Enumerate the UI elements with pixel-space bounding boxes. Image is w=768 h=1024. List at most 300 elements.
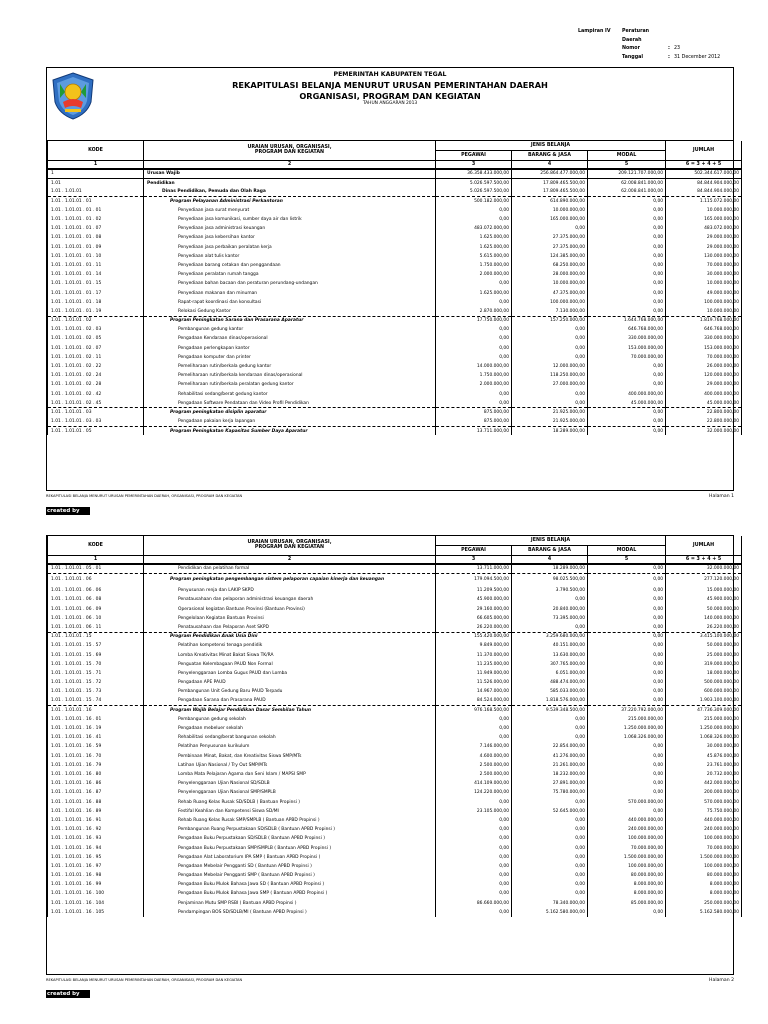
row-barang-jasa: 40.151.000,00 bbox=[512, 641, 588, 650]
row-uraian: Program peningkatan disiplin aparatur bbox=[144, 408, 436, 417]
row-modal: 0,00 bbox=[588, 908, 666, 917]
row-modal: 45.000.000,00 bbox=[588, 399, 666, 408]
row-kode: 1.01 . 1.01.01 . 01 . 07 bbox=[48, 224, 144, 233]
row-barang-jasa: 0,00 bbox=[512, 325, 588, 334]
table-row bbox=[48, 724, 742, 733]
table-row bbox=[48, 564, 742, 573]
table-row bbox=[48, 408, 742, 417]
row-uraian: Rehab Ruang Kelas Rusak SD/SDLB ( Bantuan Propinsi ) bbox=[144, 798, 436, 807]
row-pegawai: 2.000.000,00 bbox=[436, 270, 512, 279]
row-modal: 0,00 bbox=[588, 252, 666, 261]
row-modal: 0,00 bbox=[588, 752, 666, 761]
tanggal-sep: : bbox=[668, 54, 670, 60]
row-pegawai: 7.146.000,00 bbox=[436, 742, 512, 751]
row-jumlah: 250.000.000,00 bbox=[666, 899, 742, 908]
row-barang-jasa: 100.000.000,00 bbox=[512, 298, 588, 307]
row-kode: 1.01 . 1.01.01 . 02 . 24 bbox=[48, 371, 144, 380]
row-pegawai: 2.500.000,00 bbox=[436, 770, 512, 779]
row-uraian: Penjaminan Mutu SMP RSBI ( Bantuan APBD Propinsi ) bbox=[144, 899, 436, 908]
row-barang-jasa: 52.645.000,00 bbox=[512, 807, 588, 816]
row-barang-jasa: 307.765.000,00 bbox=[512, 660, 588, 669]
row-pegawai: 483.072.000,00 bbox=[436, 224, 512, 233]
row-jumlah: 84.844.904.000,00 bbox=[666, 187, 742, 196]
row-uraian: Pengadaan Buku Perpustakaan SMP/SMPLB ( Bantuan APBD Propinsi ) bbox=[144, 843, 436, 852]
table-row bbox=[48, 178, 742, 187]
row-kode: 1 bbox=[48, 169, 144, 178]
row-pegawai: 1.750.000,00 bbox=[436, 371, 512, 380]
row-jumlah: 153.000.000,00 bbox=[666, 344, 742, 353]
row-modal: 0,00 bbox=[588, 288, 666, 297]
row-barang-jasa: 75.780.000,00 bbox=[512, 788, 588, 797]
row-barang-jasa: 0,00 bbox=[512, 871, 588, 880]
row-pegawai: 11.526.000,00 bbox=[436, 678, 512, 687]
row-kode: 1.01 . 1.01.01 . 15 . 70 bbox=[48, 660, 144, 669]
row-uraian: Penyediaan peralatan rumah tangga bbox=[144, 270, 436, 279]
row-kode: 1.01 . 1.01.01 . 01 . 11 bbox=[48, 261, 144, 270]
row-pegawai: 14.967.000,00 bbox=[436, 687, 512, 696]
row-uraian: Penyediaan jasa surat menyurat bbox=[144, 206, 436, 215]
row-kode: 1.01 . 1.01.01 . 01 . 02 bbox=[48, 215, 144, 224]
row-pegawai: 1.750.000,00 bbox=[436, 261, 512, 270]
table-row bbox=[48, 270, 742, 279]
row-barang-jasa: 13.630.000,00 bbox=[512, 651, 588, 660]
row-uraian: Pengadaan pakaian kerja lapangan bbox=[144, 417, 436, 426]
row-kode: 1.01 . 1.01.01 . 15 . 73 bbox=[48, 687, 144, 696]
row-modal: 1.250.000.000,00 bbox=[588, 724, 666, 733]
row-modal: 8.000.000,00 bbox=[588, 889, 666, 898]
row-modal: 215.000.000,00 bbox=[588, 715, 666, 724]
row-uraian: Penyediaan barang cetakan dan penggandaan bbox=[144, 261, 436, 270]
row-kode: 1.01 . 1.01.01 . 16 . 79 bbox=[48, 761, 144, 770]
row-pegawai: 0,00 bbox=[436, 715, 512, 724]
row-jumlah: 400.000.000,00 bbox=[666, 390, 742, 399]
row-barang-jasa: 47.375.000,00 bbox=[512, 288, 588, 297]
table-row bbox=[48, 307, 742, 316]
row-modal: 37.220.792.000,00 bbox=[588, 706, 666, 715]
row-pegawai: 13.711.000,00 bbox=[436, 564, 512, 573]
table-row bbox=[48, 788, 742, 797]
row-barang-jasa: 22.854.000,00 bbox=[512, 742, 588, 751]
table-row bbox=[48, 614, 742, 623]
table-row bbox=[48, 298, 742, 307]
row-pegawai: 11.370.000,00 bbox=[436, 651, 512, 660]
row-modal: 0,00 bbox=[588, 564, 666, 573]
row-modal: 0,00 bbox=[588, 678, 666, 687]
row-kode: 1.01 . 1.01.01 . 16 . 92 bbox=[48, 825, 144, 834]
row-kode: 1.01 . 1.01.01 . 16 . 98 bbox=[48, 871, 144, 880]
row-kode: 1.01 . 1.01.01 . 01 . 09 bbox=[48, 243, 144, 252]
row-barang-jasa: 18.289.000,00 bbox=[512, 564, 588, 573]
row-pegawai: 5.026.597.500,00 bbox=[436, 187, 512, 196]
table-row bbox=[48, 899, 742, 908]
row-barang-jasa: 3.790.500,00 bbox=[512, 586, 588, 595]
row-modal: 0,00 bbox=[588, 614, 666, 623]
row-pegawai: 0,00 bbox=[436, 279, 512, 288]
lampiran-block bbox=[578, 28, 734, 62]
row-pegawai: 26.220.000,00 bbox=[436, 623, 512, 632]
row-pegawai: 4.600.000,00 bbox=[436, 752, 512, 761]
row-uraian: Pendidikan dan pelatihan formal bbox=[144, 564, 436, 573]
row-barang-jasa: 98.025.500,00 bbox=[512, 573, 588, 586]
row-kode: 1.01 . 1.01.01 . 03 bbox=[48, 408, 144, 417]
row-modal: 0,00 bbox=[588, 307, 666, 316]
row-uraian: Pengadaan komputer dan printer bbox=[144, 353, 436, 362]
row-jumlah: 215.000.000,00 bbox=[666, 715, 742, 724]
row-pegawai: 0,00 bbox=[436, 733, 512, 742]
row-barang-jasa: 0,00 bbox=[512, 733, 588, 742]
row-pegawai: 124.220.000,00 bbox=[436, 788, 512, 797]
row-jumlah: 80.000.000,00 bbox=[666, 871, 742, 880]
row-barang-jasa: 124.385.000,00 bbox=[512, 252, 588, 261]
row-pegawai: 0,00 bbox=[436, 880, 512, 889]
row-jumlah: 70.000.000,00 bbox=[666, 261, 742, 270]
row-pegawai: 414.109.000,00 bbox=[436, 779, 512, 788]
row-kode: 1.01 . 1.01.01 . 02 . 03 bbox=[48, 325, 144, 334]
row-pegawai: 875.000,00 bbox=[436, 408, 512, 417]
col-number-3: 3 bbox=[436, 555, 512, 564]
row-modal: 0,00 bbox=[588, 408, 666, 417]
row-uraian: Operasional kegiatan Bantuan Provinsi (Bantuan Provinsi) bbox=[144, 605, 436, 614]
table-row bbox=[48, 641, 742, 650]
table-row bbox=[48, 605, 742, 614]
row-uraian: Pembangunan gedung sekolah bbox=[144, 715, 436, 724]
row-jumlah: 30.000.000,00 bbox=[666, 742, 742, 751]
table-row bbox=[48, 871, 742, 880]
col-number-4: 4 bbox=[512, 555, 588, 564]
row-pegawai: 14.000.000,00 bbox=[436, 362, 512, 371]
row-barang-jasa: 0,00 bbox=[512, 724, 588, 733]
row-modal: 1.500.000.000,00 bbox=[588, 853, 666, 862]
row-uraian: Rehabilitasi sedang/berat bangunan sekolah bbox=[144, 733, 436, 742]
row-pegawai: 0,00 bbox=[436, 215, 512, 224]
row-barang-jasa: 28.000.000,00 bbox=[512, 270, 588, 279]
row-modal: 330.000.000,00 bbox=[588, 334, 666, 343]
table-row bbox=[48, 862, 742, 871]
row-uraian: Program Pelayanan Administrasi Perkantoran bbox=[144, 197, 436, 206]
row-uraian: Penyelenggaraan Lomba Gugus PAUD dan Lomba bbox=[144, 669, 436, 678]
row-modal: 0,00 bbox=[588, 696, 666, 705]
row-jumlah: 22.800.000,00 bbox=[666, 408, 742, 417]
row-kode: 1.01 . 1.01.01 . 01 . 14 bbox=[48, 270, 144, 279]
row-modal: 0,00 bbox=[588, 224, 666, 233]
table-row bbox=[48, 586, 742, 595]
col-uraian: URAIAN URUSAN, ORGANISASI, PROGRAM DAN KEGIATAN bbox=[144, 141, 436, 160]
row-uraian: Pengadaan perlengkapan kantor bbox=[144, 344, 436, 353]
row-uraian: Pengadaan APE PAUD bbox=[144, 678, 436, 687]
row-pegawai: 0,00 bbox=[436, 908, 512, 917]
row-kode: 1.01 . 1.01.01 . 01 . 08 bbox=[48, 233, 144, 242]
row-jumlah: 240.000.000,00 bbox=[666, 825, 742, 834]
row-modal: 70.000.000,00 bbox=[588, 843, 666, 852]
table-row bbox=[48, 380, 742, 389]
col-number-1: 1 bbox=[48, 160, 144, 169]
row-uraian: Penyusunan renja dan LAKIP SKPD bbox=[144, 586, 436, 595]
row-jumlah: 32.000.000,00 bbox=[666, 564, 742, 573]
row-kode: 1.01 . 1.01.01 . 06 bbox=[48, 573, 144, 586]
document-page-1 bbox=[40, 28, 740, 522]
row-modal: 0,00 bbox=[588, 586, 666, 595]
col-number-4: 4 bbox=[512, 160, 588, 169]
row-kode: 1.01 . 1.01.01 . 05 bbox=[48, 426, 144, 435]
lampiran-label: Lampiran IV bbox=[578, 29, 611, 34]
row-modal: 0,00 bbox=[588, 641, 666, 650]
row-uraian: Penatausahaan dan Pelaporan Aset SKPD bbox=[144, 623, 436, 632]
row-modal: 0,00 bbox=[588, 687, 666, 696]
row-jumlah: 22.800.000,00 bbox=[666, 417, 742, 426]
row-pegawai: 0,00 bbox=[436, 334, 512, 343]
row-jumlah: 29.000.000,00 bbox=[666, 380, 742, 389]
row-kode: 1.01 . 1.01.01 . 16 . 105 bbox=[48, 908, 144, 917]
row-modal: 209.121.707.000,00 bbox=[588, 169, 666, 178]
row-jumlah: 646.768.000,00 bbox=[666, 325, 742, 334]
row-barang-jasa: 118.250.000,00 bbox=[512, 371, 588, 380]
row-kode: 1.01 . 1.01.01 . 16 . 104 bbox=[48, 899, 144, 908]
table-row bbox=[48, 678, 742, 687]
row-modal: 0,00 bbox=[588, 261, 666, 270]
table-row bbox=[48, 779, 742, 788]
row-jumlah: 1.903.100.000,00 bbox=[666, 696, 742, 705]
row-kode: 1.01 . 1.01.01 . 03 . 03 bbox=[48, 417, 144, 426]
row-uraian: Program Wajib Belajar Pendidikan Dasar Sembilan Tahun bbox=[144, 706, 436, 715]
row-barang-jasa: 17.809.465.500,00 bbox=[512, 178, 588, 187]
row-jumlah: 8.000.000,00 bbox=[666, 880, 742, 889]
row-barang-jasa: 0,00 bbox=[512, 390, 588, 399]
row-barang-jasa: 1.818.576.000,00 bbox=[512, 696, 588, 705]
row-uraian: Penyediaan jasa perbaikan peralatan kerja bbox=[144, 243, 436, 252]
row-uraian: Pengadaan Buku Perpustakaan SD/SDLB ( Bantuan APBD Propinsi ) bbox=[144, 834, 436, 843]
row-modal: 400.000.000,00 bbox=[588, 390, 666, 399]
col-number-5: 5 bbox=[588, 160, 666, 169]
row-barang-jasa: 0,00 bbox=[512, 623, 588, 632]
row-barang-jasa: 21.925.000,00 bbox=[512, 408, 588, 417]
row-jumlah: 319.000.000,00 bbox=[666, 660, 742, 669]
row-uraian: Penyediaan alat tulis kantor bbox=[144, 252, 436, 261]
row-uraian: Relokasi Gedung Kantor bbox=[144, 307, 436, 316]
row-jumlah: 26.220.000,00 bbox=[666, 623, 742, 632]
row-kode: 1.01 . 1.01.01 . 16 . 95 bbox=[48, 853, 144, 862]
row-kode: 1.01 . 1.01.01 . 15 . 57 bbox=[48, 641, 144, 650]
row-uraian: Rehab Ruang Kelas Rusak SMP/SMPLB ( Bantuan APBD Propinsi ) bbox=[144, 816, 436, 825]
table-row bbox=[48, 752, 742, 761]
row-barang-jasa: 0,00 bbox=[512, 834, 588, 843]
table-row bbox=[48, 288, 742, 297]
row-modal: 0,00 bbox=[588, 362, 666, 371]
row-uraian: Urusan Wajib bbox=[144, 169, 436, 178]
row-jumlah: 70.000.000,00 bbox=[666, 353, 742, 362]
row-barang-jasa: 0,00 bbox=[512, 334, 588, 343]
table-row bbox=[48, 279, 742, 288]
row-jumlah: 23.761.000,00 bbox=[666, 761, 742, 770]
row-kode: 1.01 . 1.01.01 . 16 . 93 bbox=[48, 834, 144, 843]
row-jumlah: 75.750.000,00 bbox=[666, 807, 742, 816]
row-uraian: Pengelolaan Kegiatan Bantuan Provinsi bbox=[144, 614, 436, 623]
row-barang-jasa: 585.033.000,00 bbox=[512, 687, 588, 696]
row-modal: 85.000.000,00 bbox=[588, 899, 666, 908]
row-kode: 1.01 . 1.01.01 . 16 . 88 bbox=[48, 798, 144, 807]
row-pegawai: 0,00 bbox=[436, 843, 512, 852]
row-barang-jasa: 27.891.000,00 bbox=[512, 779, 588, 788]
row-jumlah: 29.000.000,00 bbox=[666, 243, 742, 252]
row-uraian: Pengadaan Mebelair Pengganti SD ( Bantuan APBD Propinsi ) bbox=[144, 862, 436, 871]
row-uraian: Pemeliharaan rutin/berkala peralatan gedung kantor bbox=[144, 380, 436, 389]
row-modal: 570.000.000,00 bbox=[588, 798, 666, 807]
col-jenis-belanja: JENIS BELANJA bbox=[436, 141, 666, 150]
row-kode: 1.01 . 1.01.01 . 15 . 74 bbox=[48, 696, 144, 705]
row-uraian: Program peningkatan pengembangan sistem pelaporan capaian kinerja dan keuangan bbox=[144, 573, 436, 586]
budget-table-2 bbox=[47, 536, 742, 917]
row-kode: 1.01 . 1.01.01 . 15 . 71 bbox=[48, 669, 144, 678]
row-pegawai: 0,00 bbox=[436, 325, 512, 334]
row-pegawai: 500.182.000,00 bbox=[436, 197, 512, 206]
row-pegawai: 2.500.000,00 bbox=[436, 761, 512, 770]
row-modal: 153.000.000,00 bbox=[588, 344, 666, 353]
row-kode: 1.01 . 1.01.01 . 01 . 19 bbox=[48, 307, 144, 316]
row-kode: 1.01 . 1.01.01 . 16 . 91 bbox=[48, 816, 144, 825]
row-barang-jasa: 0,00 bbox=[512, 595, 588, 604]
table-row bbox=[48, 362, 742, 371]
row-pegawai: 45.900.000,00 bbox=[436, 595, 512, 604]
table-row bbox=[48, 243, 742, 252]
row-kode: 1.01 . 1.01.01 . 02 . 28 bbox=[48, 380, 144, 389]
nomor-sep: : bbox=[668, 46, 670, 51]
row-modal: 0,00 bbox=[588, 623, 666, 632]
table-row bbox=[48, 696, 742, 705]
row-kode: 1.01 . 1.01.01 . 15 . 72 bbox=[48, 678, 144, 687]
row-jumlah: 26.000.000,00 bbox=[666, 362, 742, 371]
table-row bbox=[48, 187, 742, 196]
row-uraian: Penyediaan bahan bacaan dan peraturan perundang-undangan bbox=[144, 279, 436, 288]
row-modal: 0,00 bbox=[588, 417, 666, 426]
table-row bbox=[48, 908, 742, 917]
row-barang-jasa: 0,00 bbox=[512, 715, 588, 724]
row-modal: 0,00 bbox=[588, 243, 666, 252]
row-kode: 1.01 . 1.01.01 . 16 . 94 bbox=[48, 843, 144, 852]
col-jenis-belanja: JENIS BELANJA bbox=[436, 536, 666, 545]
row-kode: 1.01 . 1.01.01 . 16 . 97 bbox=[48, 862, 144, 871]
col-number-2: 2 bbox=[144, 555, 436, 564]
table-row bbox=[48, 233, 742, 242]
row-pegawai: 0,00 bbox=[436, 834, 512, 843]
row-barang-jasa: 18.232.000,00 bbox=[512, 770, 588, 779]
row-jumlah: 120.000.000,00 bbox=[666, 371, 742, 380]
table-body-2 bbox=[48, 564, 742, 917]
row-barang-jasa: 10.000.000,00 bbox=[512, 206, 588, 215]
row-kode: 1.01 . 1.01.01 . 16 . 41 bbox=[48, 733, 144, 742]
row-modal: 0,00 bbox=[588, 233, 666, 242]
row-pegawai: 84.524.000,00 bbox=[436, 696, 512, 705]
row-modal: 0,00 bbox=[588, 298, 666, 307]
tanggal-label: Tanggal bbox=[622, 54, 644, 60]
row-barang-jasa: 27.000.000,00 bbox=[512, 380, 588, 389]
row-modal: 0,00 bbox=[588, 573, 666, 586]
col-pegawai: PEGAWAI bbox=[436, 545, 512, 555]
row-jumlah: 600.000.000,00 bbox=[666, 687, 742, 696]
row-kode: 1.01 . 1.01.01 . 06 . 11 bbox=[48, 623, 144, 632]
row-uraian: Latihan Ujian Nasional / Try Out SMP/MTs bbox=[144, 761, 436, 770]
page-footer-2 bbox=[46, 978, 734, 983]
table-row bbox=[48, 261, 742, 270]
table-row bbox=[48, 316, 742, 325]
row-pegawai: 0,00 bbox=[436, 399, 512, 408]
row-pegawai: 5.615.000,00 bbox=[436, 252, 512, 261]
row-uraian: Pemeliharaan rutin/berkala kendaraan dinas/operasional bbox=[144, 371, 436, 380]
row-pegawai: 0,00 bbox=[436, 871, 512, 880]
row-jumlah: 50.000.000,00 bbox=[666, 605, 742, 614]
row-kode: 1.01 . 1.01.01 . 01 . 15 bbox=[48, 279, 144, 288]
row-kode: 1.01 . 1.01.01 bbox=[48, 187, 144, 196]
row-modal: 1.644.768.000,00 bbox=[588, 316, 666, 325]
row-jumlah: 25.000.000,00 bbox=[666, 651, 742, 660]
row-kode: 1.01 . 1.01.01 . 06 . 08 bbox=[48, 595, 144, 604]
row-barang-jasa: 73.395.000,00 bbox=[512, 614, 588, 623]
row-kode: 1.01 . 1.01.01 . 06 . 09 bbox=[48, 605, 144, 614]
row-jumlah: 502.344.617.000,00 bbox=[666, 169, 742, 178]
row-modal: 440.000.000,00 bbox=[588, 816, 666, 825]
header-line-4: TAHUN ANGGARAN 2013 bbox=[362, 101, 418, 106]
table-row bbox=[48, 770, 742, 779]
row-modal: 62.008.841.000,00 bbox=[588, 187, 666, 196]
row-barang-jasa: 18.289.000,00 bbox=[512, 426, 588, 435]
row-jumlah: 100.000.000,00 bbox=[666, 862, 742, 871]
col-number-6: 6 = 3 + 4 + 5 bbox=[666, 160, 742, 169]
row-pegawai: 11.209.500,00 bbox=[436, 586, 512, 595]
row-kode: 1.01 . 1.01.01 . 02 bbox=[48, 316, 144, 325]
row-uraian: Pendidikan bbox=[144, 178, 436, 187]
col-jumlah: JUMLAH bbox=[666, 536, 742, 555]
row-pegawai: 17.750.000,00 bbox=[436, 316, 512, 325]
report-sheet-1 bbox=[46, 67, 740, 491]
row-kode: 1.01 . 1.01.01 . 16 . 01 bbox=[48, 715, 144, 724]
row-jumlah: 1.068.326.000,00 bbox=[666, 733, 742, 742]
row-pegawai: 0,00 bbox=[436, 344, 512, 353]
row-jumlah: 8.000.000,00 bbox=[666, 889, 742, 898]
row-uraian: Pengadaan Software Pendataan dan Video Profil Pendidikan bbox=[144, 399, 436, 408]
row-barang-jasa: 0,00 bbox=[512, 843, 588, 852]
row-jumlah: 165.000.000,00 bbox=[666, 215, 742, 224]
row-kode: 1.01 . 1.01.01 . 02 . 07 bbox=[48, 344, 144, 353]
row-uraian: Penyediaan jasa kebersihan kantor bbox=[144, 233, 436, 242]
row-kode: 1.01 . 1.01.01 . 02 . 11 bbox=[48, 353, 144, 362]
col-number-6: 6 = 3 + 4 + 5 bbox=[666, 555, 742, 564]
col-jumlah: JUMLAH bbox=[666, 141, 742, 160]
col-uraian: URAIAN URUSAN, ORGANISASI, PROGRAM DAN KEGIATAN bbox=[144, 536, 436, 555]
row-jumlah: 50.000.000,00 bbox=[666, 641, 742, 650]
row-pegawai: 29.160.000,00 bbox=[436, 605, 512, 614]
table-row bbox=[48, 325, 742, 334]
row-kode: 1.01 . 1.01.01 . 01 bbox=[48, 197, 144, 206]
row-uraian: Pembangunan Ruang Perpustakaan SD/SDLB ( Bantuan APBD Propinsi ) bbox=[144, 825, 436, 834]
row-uraian: Pengadaan Mebelair Pengganti SMP ( Bantuan APBD Propinsi ) bbox=[144, 871, 436, 880]
row-modal: 100.000.000,00 bbox=[588, 862, 666, 871]
row-pegawai: 875.000,00 bbox=[436, 417, 512, 426]
row-modal: 0,00 bbox=[588, 380, 666, 389]
table-row bbox=[48, 651, 742, 660]
simda-stamp: created by Simda bbox=[46, 507, 90, 515]
row-pegawai: 2.000.000,00 bbox=[436, 380, 512, 389]
row-pegawai: 66.605.000,00 bbox=[436, 614, 512, 623]
row-jumlah: 15.000.000,00 bbox=[666, 586, 742, 595]
row-jumlah: 30.000.000,00 bbox=[666, 270, 742, 279]
row-uraian: Pelatihan kompetensi tenaga pendidik bbox=[144, 641, 436, 650]
row-uraian: Lomba Mata Pelajaran Agama dan Seni Islam / MAPSI SMP bbox=[144, 770, 436, 779]
table-row bbox=[48, 715, 742, 724]
page-footer-1 bbox=[46, 494, 734, 499]
col-modal: MODAL bbox=[588, 150, 666, 160]
row-kode: 1.01 . 1.01.01 . 01 . 17 bbox=[48, 288, 144, 297]
row-pegawai: 0,00 bbox=[436, 724, 512, 733]
row-jumlah: 100.000.000,00 bbox=[666, 834, 742, 843]
row-jumlah: 5.162.580.000,00 bbox=[666, 908, 742, 917]
